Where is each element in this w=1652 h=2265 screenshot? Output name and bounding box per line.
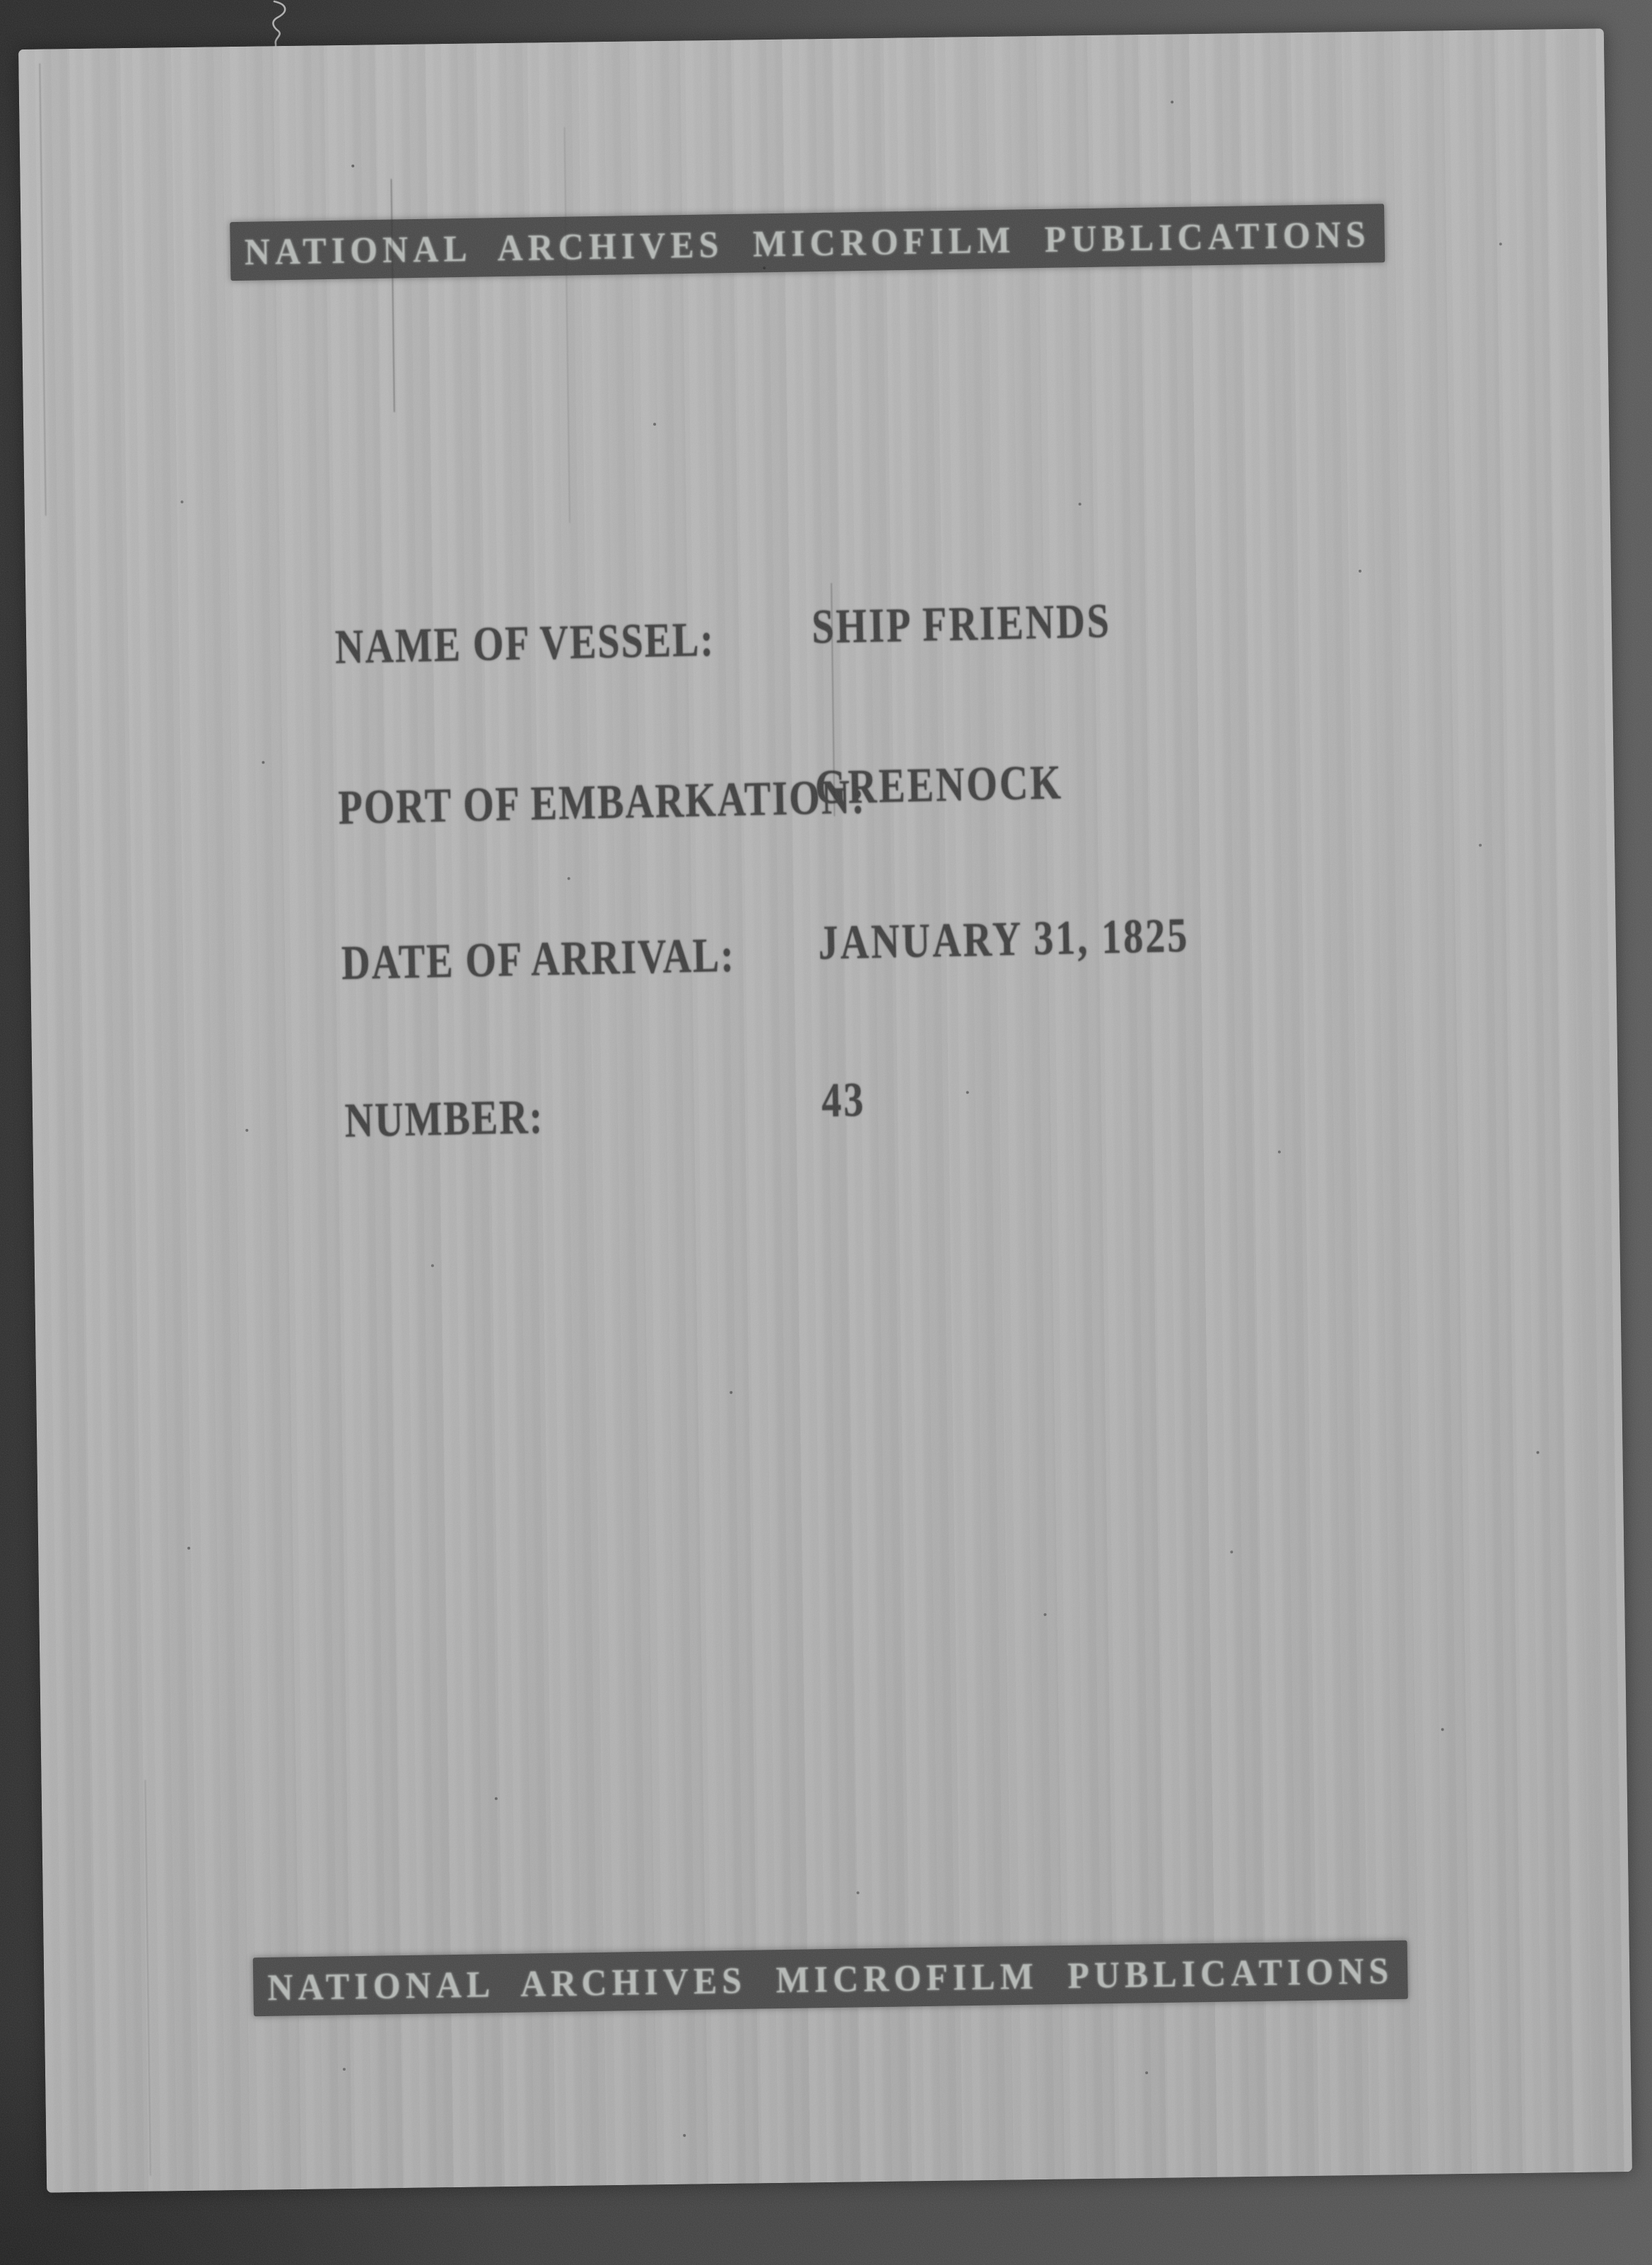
field-label: PORT OF EMBARKATION: (337, 770, 867, 835)
field-label: DATE OF ARRIVAL: (341, 928, 736, 990)
bottom-banner-text: NATIONAL ARCHIVES MICROFILM PUBLICATIONS (266, 1948, 1394, 2008)
scanned-page (18, 28, 1632, 2192)
field-row-port-of-embarkation (337, 756, 1064, 835)
scratch-line (144, 1780, 151, 2176)
edge-smudge (1564, 29, 1598, 2172)
field-row-number (344, 1073, 867, 1148)
scratch-line (39, 64, 46, 516)
field-label: NUMBER: (344, 1090, 544, 1148)
field-row-date-of-arrival (341, 908, 1190, 990)
field-row-vessel-name (334, 595, 1112, 674)
field-value: GREENOCK (814, 756, 1064, 815)
dust-specks (18, 49, 20, 51)
typed-fields-block (322, 23, 1427, 2188)
field-label: NAME OF VESSEL: (334, 613, 715, 674)
top-banner-text: NATIONAL ARCHIVES MICROFILM PUBLICATIONS (244, 212, 1371, 273)
field-value: JANUARY 31, 1825 (817, 908, 1190, 971)
field-value: 43 (821, 1073, 867, 1128)
field-value: SHIP FRIENDS (811, 595, 1112, 655)
